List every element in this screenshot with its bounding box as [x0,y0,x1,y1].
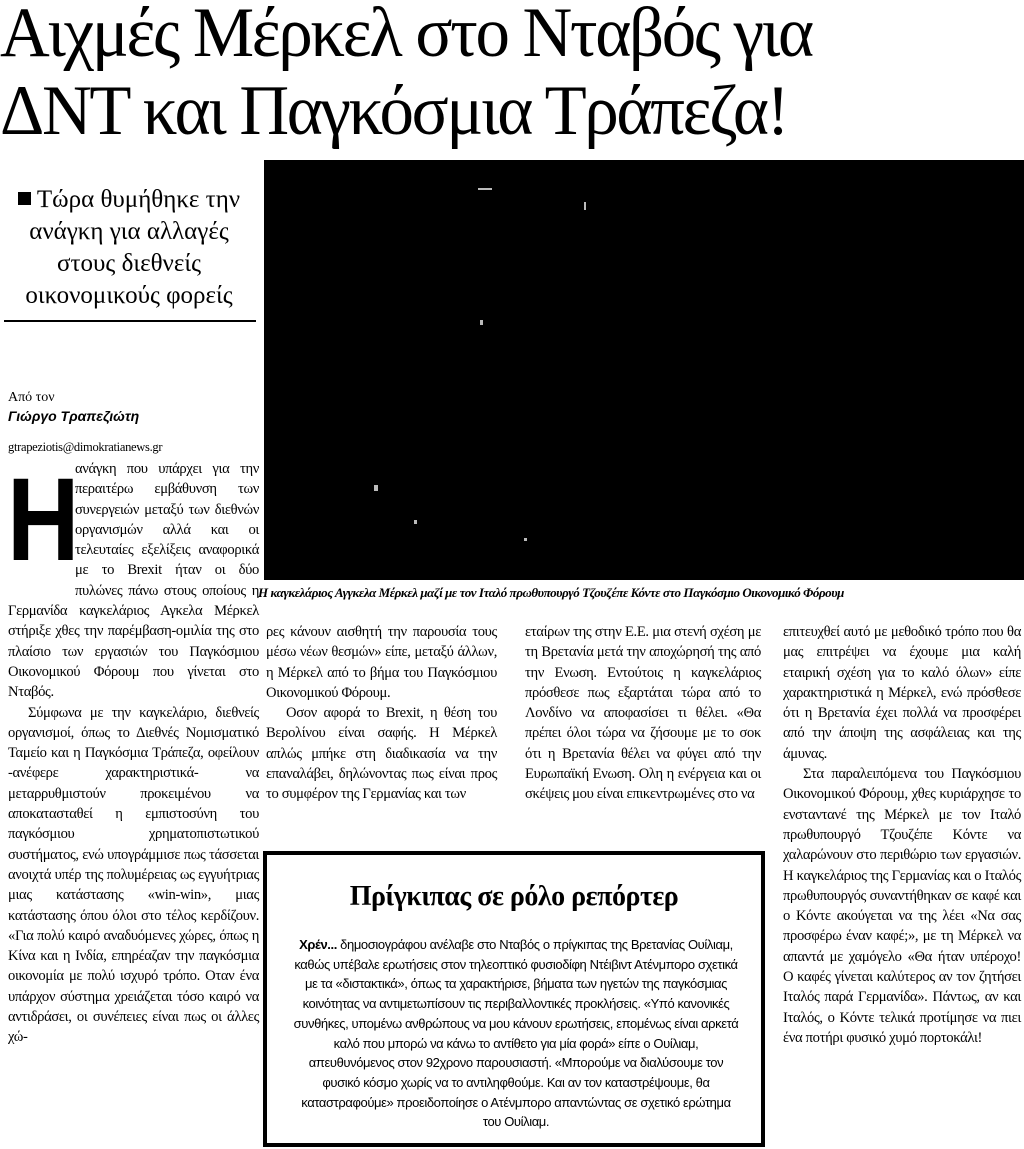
article-paragraph-2: Σύμφωνα με την καγκελάριο, διεθνείς οργανισμοί, όπως το Διεθνές Νομισματικό Ταμείο και η Παγκόσμια Τράπεζα, οφείλουν -ανέφερε χαρακτηριστικά- να μεταρρυθμιστούν προκειμένου να αποκατασταθεί η εμπιστοσύνη του παγκόσμιου χρηματοπιστωτικού συστήματος, ενώ υπογράμμισε πως τάσσεται ανοιχτά υπέρ της πολυμέρειας ως εγγυήτριας μιας κατάστασης «win-win», μιας κατάστασης όπου όλοι στο τέλος κερδίζουν. «Για πολύ καιρό αναδυόμενες χώρες, όπως η Κίνα και η Ινδία, επηρέαζαν την παγκόσμια οικονομία με πολύ ισχυρό τρόπο. Οταν ένα υπάρχον σύστημα χρειάζεται τόσο καιρό να αντιδράσει, οι συνέπειες είναι πως οι άλλες χώ- [8,704,259,1046]
byline-author: Γιώργο Τραπεζιώτη [8,408,140,424]
inset-lead: Χρέν... [299,937,337,952]
photo-caption: Η καγκελάριος Αγγκελα Μέρκελ μαζί με τον Ιταλό πρωθυπουργό Τζουζέπε Κόντε στο Παγκόσμιο Οικονομικό Φόρουμ [258,585,844,600]
subheadline-line-2: ανάγκη για αλλαγές [29,218,229,245]
article-column-3 [525,622,761,805]
article-paragraph-3: ρες κάνουν αισθητή την παρουσία τους μέσω νέων θεσμών» είπε, μεταξύ άλλων, η Μέρκελ από το βήμα του Παγκόσμιου Οικονομικού Φόρουμ. [266,624,497,701]
drop-cap: Η [7,454,80,586]
article-paragraph-7: Στα παραλειπόμενα του Παγκόσμιου Οικονομικού Φόρουμ, χθες κυριάρχησε το ενσταντανέ της Μέρκελ με τον Ιταλό πρωθυπουργό Τζουζέπε Κόντε να χαλαρώνουν στο περιθώριο των εργασιών. Η καγκελάριος της Γερμανίας και ο Ιταλός πρωθυπουργός συναντήθηκαν σε καφέ και ο Κόντε ακούγεται να της λέει «Να σας προσφέρω έναν καφέ;», με τη Μέρκελ να απαντά με χαμόγελο «Θα ήταν υπέροχο! Ο καφές γίνεται καλύτερος αν τον ζητήσει Ιταλός παρά Γερμανίδα». Πάντως, αν και Ιταλός, ο Κόντε τελικά προτίμησε να πιει ένα ποτήρι φυσικό χυμό πορτοκάλι! [783,766,1021,1046]
subheadline-rule [4,320,256,322]
inset-body: δημοσιογράφου ανέλαβε στο Νταβός ο πρίγκιπας της Βρετανίας Ουίλιαμ, καθώς υπέβαλε ερωτήσεις στον τηλεοπτικό φυσιοδίφη Ντέιβιντ Ατένμπορο σχετικά με τα «διστακτικά», όπως τα χαρακτήρισε, βήματα των ηγετών της παγκόσμιας κοινότητας να αντιμετωπίσουν τις περιβαλλοντικές προκλήσεις. «Υπό κανονικές συνθήκες, υπομένω ανθρώπους να μου κάνουν ερωτήσεις, επομένως είναι αρκετά καλό που μπορώ να κάνω το αντίθετο για μία φορά» είπε ο Ουίλιαμ, απευθυνόμενος στον 92χρονο παρουσιαστή. «Μπορούμε να διαλύσουμε τον φυσικό κόσμο χωρίς να το αντιληφθούμε. Και αν τον καταστρέψουμε, θα καταστραφούμε» προειδοποίησε ο Ατένμπορο απαντώντας σε σχετικό ερώτημα του Ουίλιαμ. [293,937,739,1130]
article-paragraph-5: εταίρων της στην Ε.Ε. μια στενή σχέση με τη Βρετανία μετά την αποχώρησή της από την Ενωση. Εντούτοις η καγκελάριος πρόσθεσε πως εξαρτάται τώρα από το Λονδίνο να αποφασίσει τι θέλει. «Θα πρέπει όλοι τώρα να ζήσουμε με το σοκ ότι η Βρετανία θέλει να φύγει από την Ευρωπαϊκή Ενωση. Ολη η ενέργεια και οι σκέψεις μου είναι επικεντρωμένες στο να [525,624,761,803]
subheadline-line-3: στους διεθνείς [57,250,201,277]
article-photo [264,160,1024,580]
byline-prefix: Από τον [8,390,55,405]
subheadline [0,184,258,312]
article-column-1 [7,454,259,1048]
subheadline-line-1: Τώρα θυμήθηκε την [36,186,241,213]
inset-title: Πρίγκιπας σε ρόλο ρεπόρτερ [349,881,679,912]
article-paragraph-4: Οσον αφορά το Brexit, η θέση του Βερολίνου είναι σαφής. Η Μέρκελ απλώς μπήκε στη διαδικασία να την επαναλάβει, δηλώνοντας πως είναι προς το συμφέρον της Γερμανίας και των [266,705,497,803]
byline-email: gtrapeziotis@dimokratianews.gr [8,440,163,454]
article-column-2 [266,622,497,805]
article-paragraph-1: ανάγκη που υπάρχει για την περαιτέρω εμβάθυνση των συνεργειών μεταξύ των διεθνών οργανισμών αλλά και οι τελευταίες εξελίξεις αναφορικά με το Brexit ήταν οι δύο πυλώνες πάνω στους οποίους η Γερμανίδα καγκελάριος Αγκελα Μέρκελ στήριξε χθες την παρέμβαση-ομιλία της στο πλαίσιο των εργασιών του Παγκόσμιου Οικονομικού Φόρουμ που γίνεται στο Νταβός. [8,461,259,701]
headline-line-1: Αιχμές Μέρκελ στο Νταβός για [0,0,812,72]
subheadline-line-4: οικονομικούς φορείς [25,282,233,309]
inset-text [291,935,741,1132]
headline [0,0,1024,156]
byline [8,388,258,457]
article-paragraph-6: επιτευχθεί αυτό με μεθοδικό τρόπο που θα μας επιτρέψει να έχουμε μια καλή εταιρική σχέση για το καλό όλων» είπε χαρακτηριστικά η Μέρκελ, ενώ πρόσθεσε ότι η Βρετανία έχει πολλά να προσφέρει από την άποψη της ασφάλειας και της άμυνας. [783,624,1021,762]
bullet-square-icon [18,192,31,205]
inset-box [263,851,765,1147]
article-column-4 [783,622,1021,1048]
headline-line-2: ΔΝΤ και Παγκόσμια Τράπεζα! [0,72,788,150]
